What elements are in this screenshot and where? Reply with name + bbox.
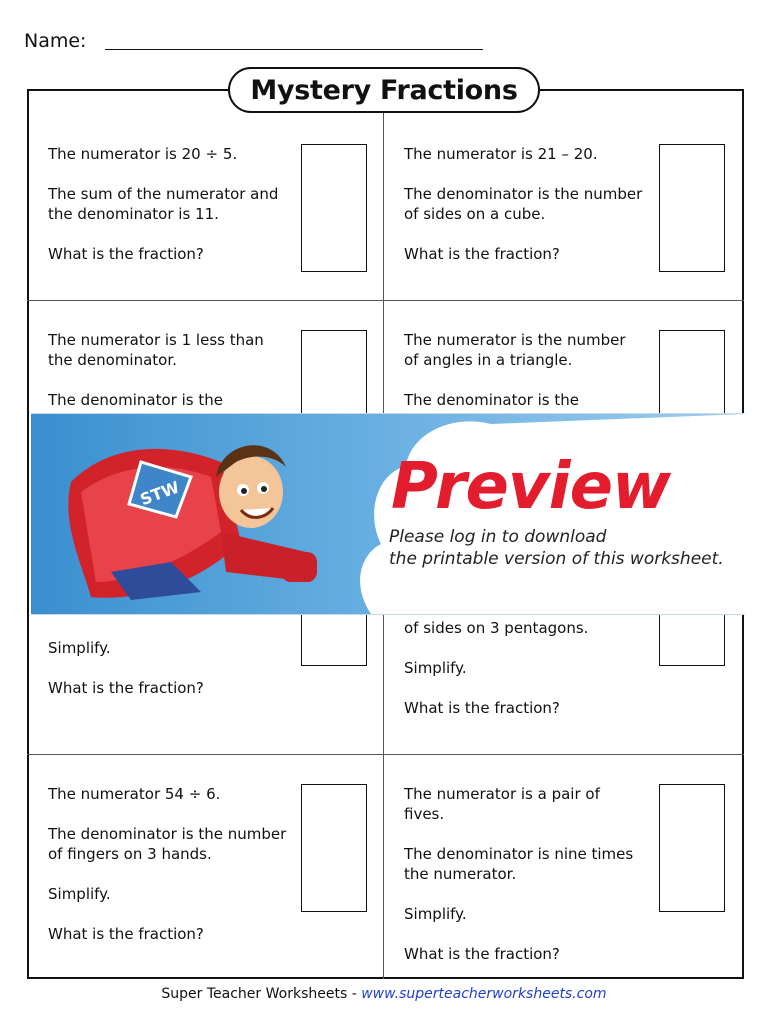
worksheet-title: Mystery Fractions xyxy=(228,67,540,113)
problem-text: The denominator is the xyxy=(48,391,223,409)
problem-6 xyxy=(404,618,644,738)
preview-subtitle-line: Please log in to download xyxy=(389,527,607,547)
problem-text: Simplify. xyxy=(48,885,111,903)
problem-text: The numerator 54 ÷ 6. xyxy=(48,785,221,803)
answer-box[interactable] xyxy=(659,144,725,272)
preview-title: Preview xyxy=(391,450,671,524)
problem-text: The denominator is nine times the numerator. xyxy=(404,845,634,883)
shirt-logo: STW xyxy=(137,477,182,510)
problem-text: What is the fraction? xyxy=(404,699,560,717)
name-label: Name: xyxy=(24,30,87,52)
problem-text: The denominator is the number of sides on a cube. xyxy=(404,185,643,223)
answer-box[interactable] xyxy=(301,144,367,272)
preview-subtitle xyxy=(389,526,724,570)
problem-text: Simplify. xyxy=(48,639,111,657)
problem-text: The sum of the numerator and the denominator is 11. xyxy=(48,185,279,223)
footer-link[interactable]: www.superteacherworksheets.com xyxy=(361,986,607,1002)
footer xyxy=(0,986,768,1002)
problem-1 xyxy=(48,144,288,284)
problem-text: The numerator is 21 – 20. xyxy=(404,145,598,163)
problem-text: Simplify. xyxy=(404,659,467,677)
problem-text: What is the fraction? xyxy=(48,925,204,943)
problem-text: The numerator is the number of angles in a triangle. xyxy=(404,331,626,369)
preview-subtitle-line: the printable version of this worksheet. xyxy=(389,549,724,569)
answer-box[interactable] xyxy=(659,784,725,912)
problem-2 xyxy=(404,144,644,284)
row-divider xyxy=(27,754,744,755)
problem-text: What is the fraction? xyxy=(48,245,204,263)
problem-text: of sides on 3 pentagons. xyxy=(404,619,589,637)
problem-8 xyxy=(404,784,644,984)
problem-text: The numerator is a pair of fives. xyxy=(404,785,600,823)
problem-7 xyxy=(48,784,288,964)
answer-box[interactable] xyxy=(301,784,367,912)
problem-text: What is the fraction? xyxy=(404,245,560,263)
problem-text: What is the fraction? xyxy=(404,945,560,963)
problem-text: What is the fraction? xyxy=(48,679,204,697)
problem-text: The denominator is the xyxy=(404,391,579,409)
problem-text: Simplify. xyxy=(404,905,467,923)
name-line[interactable] xyxy=(105,49,483,50)
problem-5 xyxy=(48,638,288,718)
problem-text: The denominator is the number of fingers on 3 hands. xyxy=(48,825,287,863)
problem-text: The numerator is 1 less than the denominator. xyxy=(48,331,264,369)
superhero-mascot-icon xyxy=(51,422,331,612)
preview-banner[interactable] xyxy=(31,413,745,615)
problem-text: The numerator is 20 ÷ 5. xyxy=(48,145,238,163)
footer-brand: Super Teacher Worksheets - xyxy=(161,986,362,1002)
row-divider xyxy=(27,300,744,301)
